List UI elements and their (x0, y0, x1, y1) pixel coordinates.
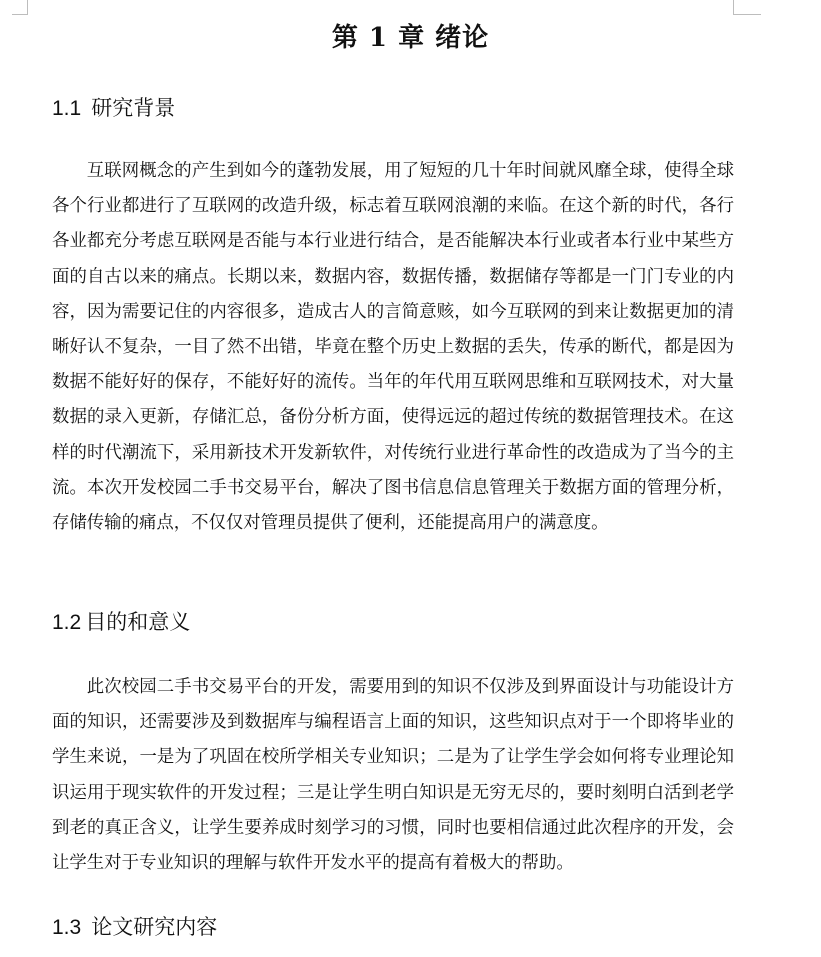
section-heading-1-2 (52, 608, 190, 637)
section-paragraph-1-2: 此次校园二手书交易平台的开发，需要用到的知识不仅涉及到界面设计与功能设计方面的知识，还需要涉及到数据库与编程语言上面的知识，这些知识点对于一个即将毕业的学生来说，一是为了巩固在校所学相关专业知识；二是为了让学生学会如何将专业理论知识运用于现实软件的开发过程；三是让学生明白知识是无穷无尽的，要时刻明白活到老学到老的真正含义，让学生要养成时刻学习的习惯，同时也要相信通过此次程序的开发，会让学生对于专业知识的理解与软件开发水平的提高有着极大的帮助。 (52, 677, 734, 874)
section-heading-1-3 (52, 913, 217, 942)
section-title: 研究背景 (91, 96, 176, 120)
section-paragraph-1-1: 互联网概念的产生到如今的蓬勃发展，用了短短的几十年时间就风靡全球，使得全球各个行业都进行了互联网的改造升级，标志着互联网浪潮的来临。在这个新的时代，各行各业都充分考虑互联网是否能与本行业进行结合，是否能解决本行业或者本行业中某些方面的自古以来的痛点。长期以来，数据内容，数据传播，数据储存等都是一门门专业的内容，因为需要记住的内容很多，造成古人的言简意赅，如今互联网的到来让数据更加的清晰好认不复杂，一目了然不出错，毕竟在整个历史上数据的丢失，传承的断代，都是因为数据不能好好的保存，不能好好的流传。当年的年代用互联网思维和互联网技术，对大量数据的录入更新，存储汇总，备份分析方面，使得远远的超过传统的数据管理技术。在这样的时代潮流下，采用新技术开发新软件，对传统行业进行革命性的改造成为了当今的主流。本次开发校园二手书交易平台，解决了图书信息信息管理关于数据方面的管理分析，存储传输的痛点，不仅仅对管理员提供了便利，还能提高用户的满意度。 (52, 161, 734, 534)
crop-mark-top-left (27, 0, 28, 14)
section-number: 1.2 (52, 611, 82, 634)
section-title: 论文研究内容 (91, 915, 218, 939)
crop-mark-top-right (733, 0, 734, 14)
chapter-title: 第 1 章 绪论 (331, 23, 490, 53)
section-heading-1-1 (52, 94, 175, 123)
section-title: 目的和意义 (85, 610, 191, 634)
section-number: 1.3 (52, 916, 82, 939)
section-number: 1.1 (52, 97, 82, 120)
crop-mark-top-right-horizontal (733, 14, 761, 15)
crop-mark-top-left-horizontal (12, 14, 28, 15)
